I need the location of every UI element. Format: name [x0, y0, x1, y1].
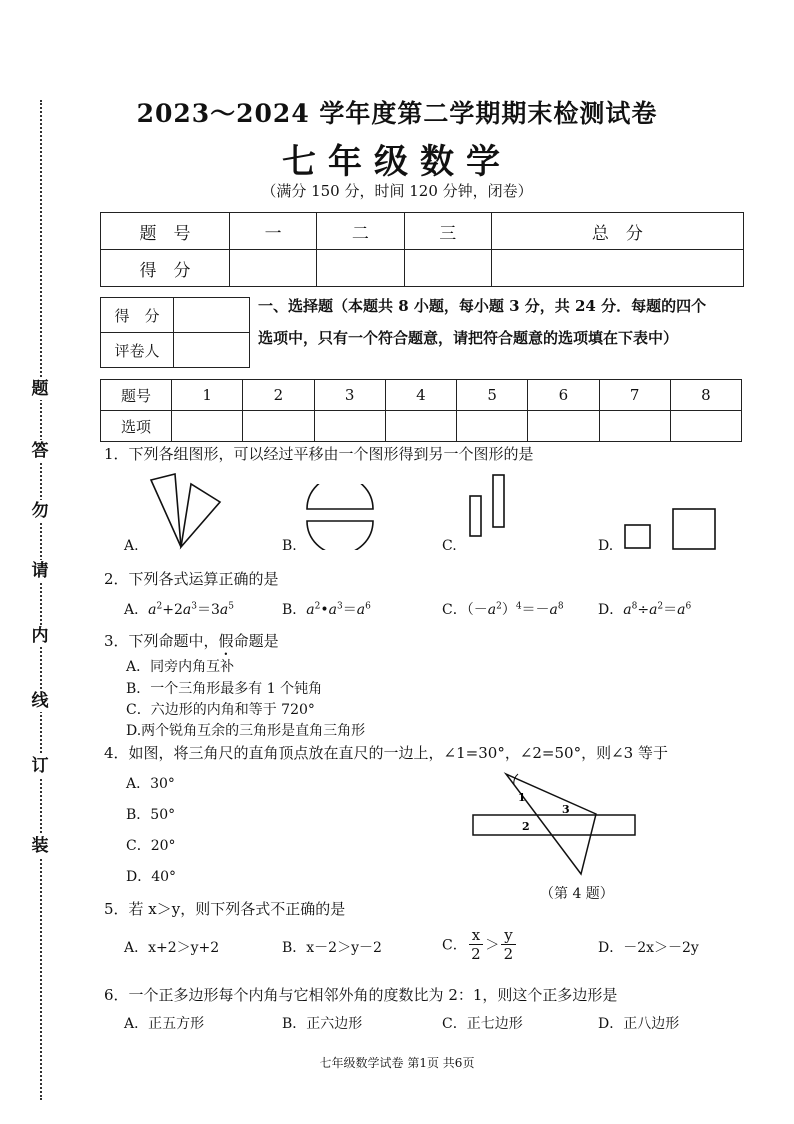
- section-intro-line: 选项中，只有一个符合题意，请把符合题意的选项填在下表中）: [258, 329, 679, 347]
- answer-number: 4: [385, 380, 456, 411]
- score-header-cell: 二: [317, 213, 404, 250]
- score-summary-table: [100, 212, 744, 287]
- grader-box: [100, 297, 250, 368]
- answer-table: [100, 379, 742, 442]
- q5-frac-denominator: 2: [503, 945, 514, 963]
- q5-fraction-y: [501, 926, 515, 963]
- answer-cell[interactable]: [670, 411, 741, 442]
- score-header-cell: 题 号: [101, 213, 230, 250]
- q4-angle-label: 3: [562, 803, 570, 816]
- answer-number: 1: [172, 380, 243, 411]
- q4-ruler: [473, 815, 635, 835]
- q1-option-a: A.: [124, 538, 139, 554]
- q1-stem: 1．下列各组图形，可以经过平移由一个图形得到另一个图形的是: [104, 445, 534, 463]
- binding-char: 勿: [27, 500, 53, 522]
- q3-stem-emphasis: 假: [218, 632, 234, 650]
- score-input-cell[interactable]: [317, 250, 404, 287]
- answer-cell[interactable]: [243, 411, 314, 442]
- score-input-cell[interactable]: [230, 250, 317, 287]
- exam-title: 2023～2024 学年度第二学期期末检测试卷: [136, 99, 658, 128]
- answer-number: 3: [314, 380, 385, 411]
- answer-number: 2: [243, 380, 314, 411]
- q2-stem: 2．下列各式运算正确的是: [104, 570, 279, 588]
- q1-option-b: B.: [282, 538, 297, 554]
- grader-score-label: 得 分: [101, 298, 174, 333]
- answer-cell[interactable]: [528, 411, 599, 442]
- q5-option-c-prefix: C．: [442, 937, 467, 954]
- binding-char: 线: [27, 690, 53, 712]
- q5-frac-numerator: y: [501, 926, 515, 945]
- binding-char: 装: [27, 835, 53, 857]
- q1-b-upper-half: [307, 484, 373, 509]
- q4-option-a: A．30°: [126, 776, 175, 792]
- q5-frac-denominator: 2: [471, 945, 481, 963]
- score-header-cell: 一: [230, 213, 317, 250]
- q4-set-square: [506, 774, 596, 874]
- q1-figure-b: [300, 484, 380, 550]
- answer-cell[interactable]: [314, 411, 385, 442]
- q5-fraction-x: [469, 926, 483, 963]
- q1-option-c: C.: [442, 538, 457, 554]
- q6-stem: 6．一个正多边形每个内角与它相邻外角的度数比为 2：1，则这个正多边形是: [104, 986, 618, 1004]
- score-input-cell[interactable]: [491, 250, 743, 287]
- score-header-cell: 三: [404, 213, 491, 250]
- q4-figure: [470, 770, 640, 880]
- q2-option-c: C．$(-a^2)^4=-a^8$: [442, 601, 564, 618]
- answer-cell[interactable]: [172, 411, 243, 442]
- score-input-cell[interactable]: [404, 250, 491, 287]
- answer-header-label: 题号: [101, 380, 172, 411]
- q3-option-d: D.两个锐角互余的三角形是直角三角形: [126, 723, 366, 739]
- answer-row-label: 选项: [101, 411, 172, 442]
- q5-option-a: A．x+2＞y+2: [124, 940, 220, 956]
- q4-option-b: B．50°: [126, 807, 176, 823]
- q2-option-a: A．$a^2+2a^3=3a^5$: [124, 601, 234, 618]
- answer-number: 5: [457, 380, 528, 411]
- answer-cell[interactable]: [599, 411, 670, 442]
- q3-stem: [104, 630, 279, 659]
- binding-dotted-line: [40, 100, 42, 1100]
- q4-angle-label: 2: [522, 820, 530, 833]
- grader-score-cell[interactable]: [174, 298, 250, 333]
- q5-frac-numerator: x: [469, 926, 483, 945]
- q3-option-a: A．同旁内角互补: [126, 659, 235, 675]
- q1-c-rect-right: [493, 475, 504, 527]
- q1-a-triangle-left: [151, 474, 181, 547]
- binding-char: 订: [27, 755, 53, 777]
- q1-option-d: D.: [598, 538, 614, 554]
- answer-cell[interactable]: [385, 411, 456, 442]
- q1-d-large-square: [673, 509, 715, 549]
- q1-figure-d: [620, 505, 720, 553]
- q6-option-b: B．正六边形: [282, 1016, 363, 1032]
- q2-option-b: B．$a^2•a^3=a^6$: [282, 601, 371, 618]
- q5-option-b: B．x－2＞y－2: [282, 940, 382, 956]
- q1-figure-a: [145, 470, 225, 550]
- q4-caption: （第 4 题）: [540, 886, 614, 902]
- q3-stem-prefix: 3．下列命题中，: [104, 632, 219, 650]
- q1-c-rect-left: [470, 496, 481, 536]
- q6-option-c: C．正七边形: [442, 1016, 523, 1032]
- q2-option-d: D．$a^8\div a^2=a^6$: [598, 601, 692, 618]
- q5-option-c: [442, 926, 518, 963]
- q3-stem-suffix: 命题是: [233, 632, 279, 650]
- section-intro: [258, 290, 748, 354]
- answer-number: 8: [670, 380, 741, 411]
- subject-title: 七年级数学: [282, 142, 512, 182]
- q6-option-d: D．正八边形: [598, 1016, 680, 1032]
- binding-char: 请: [27, 560, 53, 582]
- q3-option-b: B．一个三角形最多有 1 个钝角: [126, 681, 323, 697]
- answer-number: 7: [599, 380, 670, 411]
- answer-number: 6: [528, 380, 599, 411]
- q1-a-triangle-right: [181, 484, 220, 547]
- q5-option-c-relation: ＞: [485, 937, 500, 954]
- page-footer: 七年级数学试卷 第1页 共6页: [319, 1056, 475, 1070]
- binding-char: 内: [27, 625, 53, 647]
- grader-name-label: 评卷人: [101, 333, 174, 368]
- score-row-label: 得 分: [101, 250, 230, 287]
- q3-option-c: C．六边形的内角和等于 720°: [126, 702, 315, 718]
- q4-stem: 4．如图，将三角尺的直角顶点放在直尺的一边上，∠1=30°，∠2=50°，则∠3 等于: [104, 744, 668, 762]
- q5-option-d: D．－2x＞－2y: [598, 940, 699, 956]
- q5-stem: 5．若 x＞y，则下列各式不正确的是: [104, 900, 346, 918]
- q6-option-a: A．正五方形: [124, 1016, 205, 1032]
- q1-figure-c: [462, 470, 512, 540]
- q4-angle-label: 1: [518, 791, 526, 804]
- binding-char: 题: [27, 378, 53, 400]
- section-intro-line: 一、选择题（本题共 8 小题，每小题 3 分，共 24 分．每题的四个: [258, 297, 707, 315]
- score-header-cell: 总 分: [491, 213, 743, 250]
- grader-name-cell[interactable]: [174, 333, 250, 368]
- q4-option-c: C．20°: [126, 838, 176, 854]
- q1-b-lower-half: [307, 521, 373, 550]
- q1-d-small-square: [625, 525, 650, 548]
- binding-char: 答: [27, 440, 53, 462]
- q4-option-d: D．40°: [126, 869, 177, 885]
- exam-info: （满分 150 分，时间 120 分钟，闭卷）: [261, 182, 533, 200]
- answer-cell[interactable]: [457, 411, 528, 442]
